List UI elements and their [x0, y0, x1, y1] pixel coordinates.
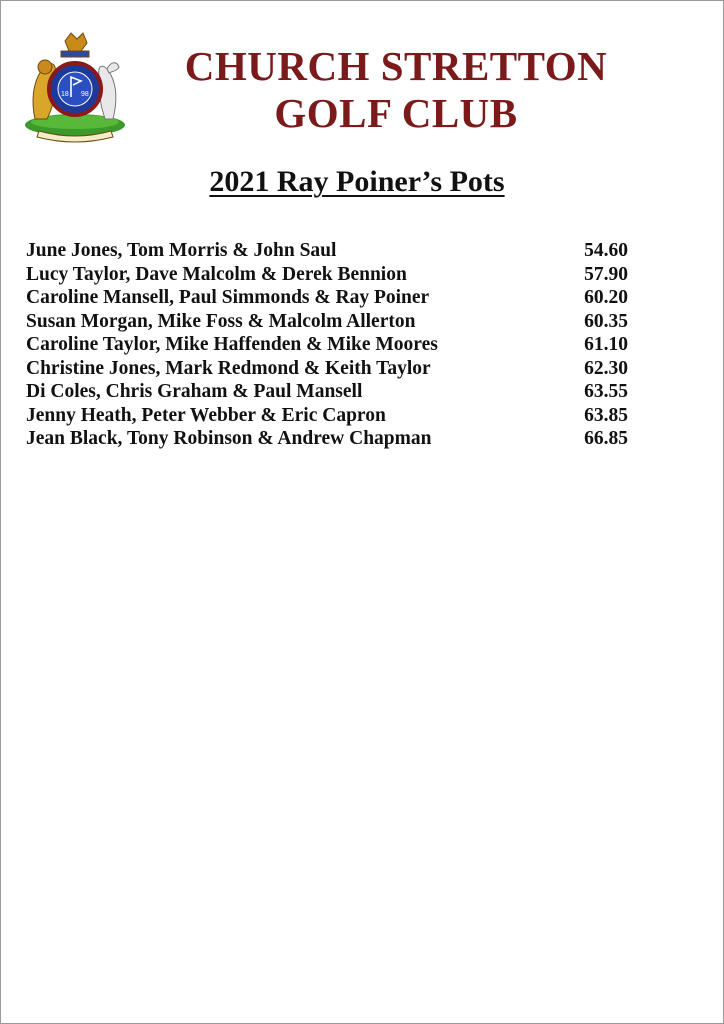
result-row	[26, 357, 628, 381]
team-names: Lucy Taylor, Dave Malcolm & Derek Bennion	[26, 263, 407, 285]
team-score: 60.35	[584, 310, 628, 332]
team-score: 66.85	[584, 428, 628, 449]
team-names: Caroline Mansell, Paul Simmonds & Ray Poiner	[26, 287, 430, 308]
team-score: 63.55	[584, 381, 628, 402]
team-score: 61.10	[584, 334, 628, 355]
club-crest-logo	[21, 31, 129, 143]
team-score: 60.20	[584, 287, 628, 308]
team-names: Di Coles, Chris Graham & Paul Mansell	[26, 381, 363, 402]
result-row	[26, 427, 628, 451]
club-title-line-2: GOLF CLUB	[274, 90, 518, 136]
svg-text:98: 98	[81, 91, 89, 98]
result-row	[26, 239, 628, 263]
competition-title-text: 2021 Ray Poiner’s Pots	[209, 165, 505, 198]
team-score: 62.30	[584, 357, 628, 379]
team-names: Jean Black, Tony Robinson & Andrew Chapman	[26, 428, 432, 449]
club-title-line-1: CHURCH STRETTON	[184, 43, 608, 89]
team-names: Christine Jones, Mark Redmond & Keith Taylor	[26, 357, 431, 379]
result-row	[26, 263, 628, 287]
team-names: June Jones, Tom Morris & John Saul	[26, 240, 337, 261]
club-title	[161, 43, 631, 137]
team-score: 54.60	[584, 240, 628, 261]
result-row	[26, 310, 628, 334]
team-names: Jenny Heath, Peter Webber & Eric Capron	[26, 404, 386, 426]
result-row	[26, 333, 628, 357]
team-score: 57.90	[584, 263, 628, 285]
result-row	[26, 404, 628, 428]
results-list	[26, 239, 628, 451]
team-names: Susan Morgan, Mike Foss & Malcolm Allerton	[26, 310, 416, 332]
competition-title	[1, 165, 713, 199]
result-row	[26, 380, 628, 404]
team-names: Caroline Taylor, Mike Haffenden & Mike Moores	[26, 334, 438, 355]
result-row	[26, 286, 628, 310]
team-score: 63.85	[584, 404, 628, 426]
svg-text:18: 18	[61, 91, 69, 98]
